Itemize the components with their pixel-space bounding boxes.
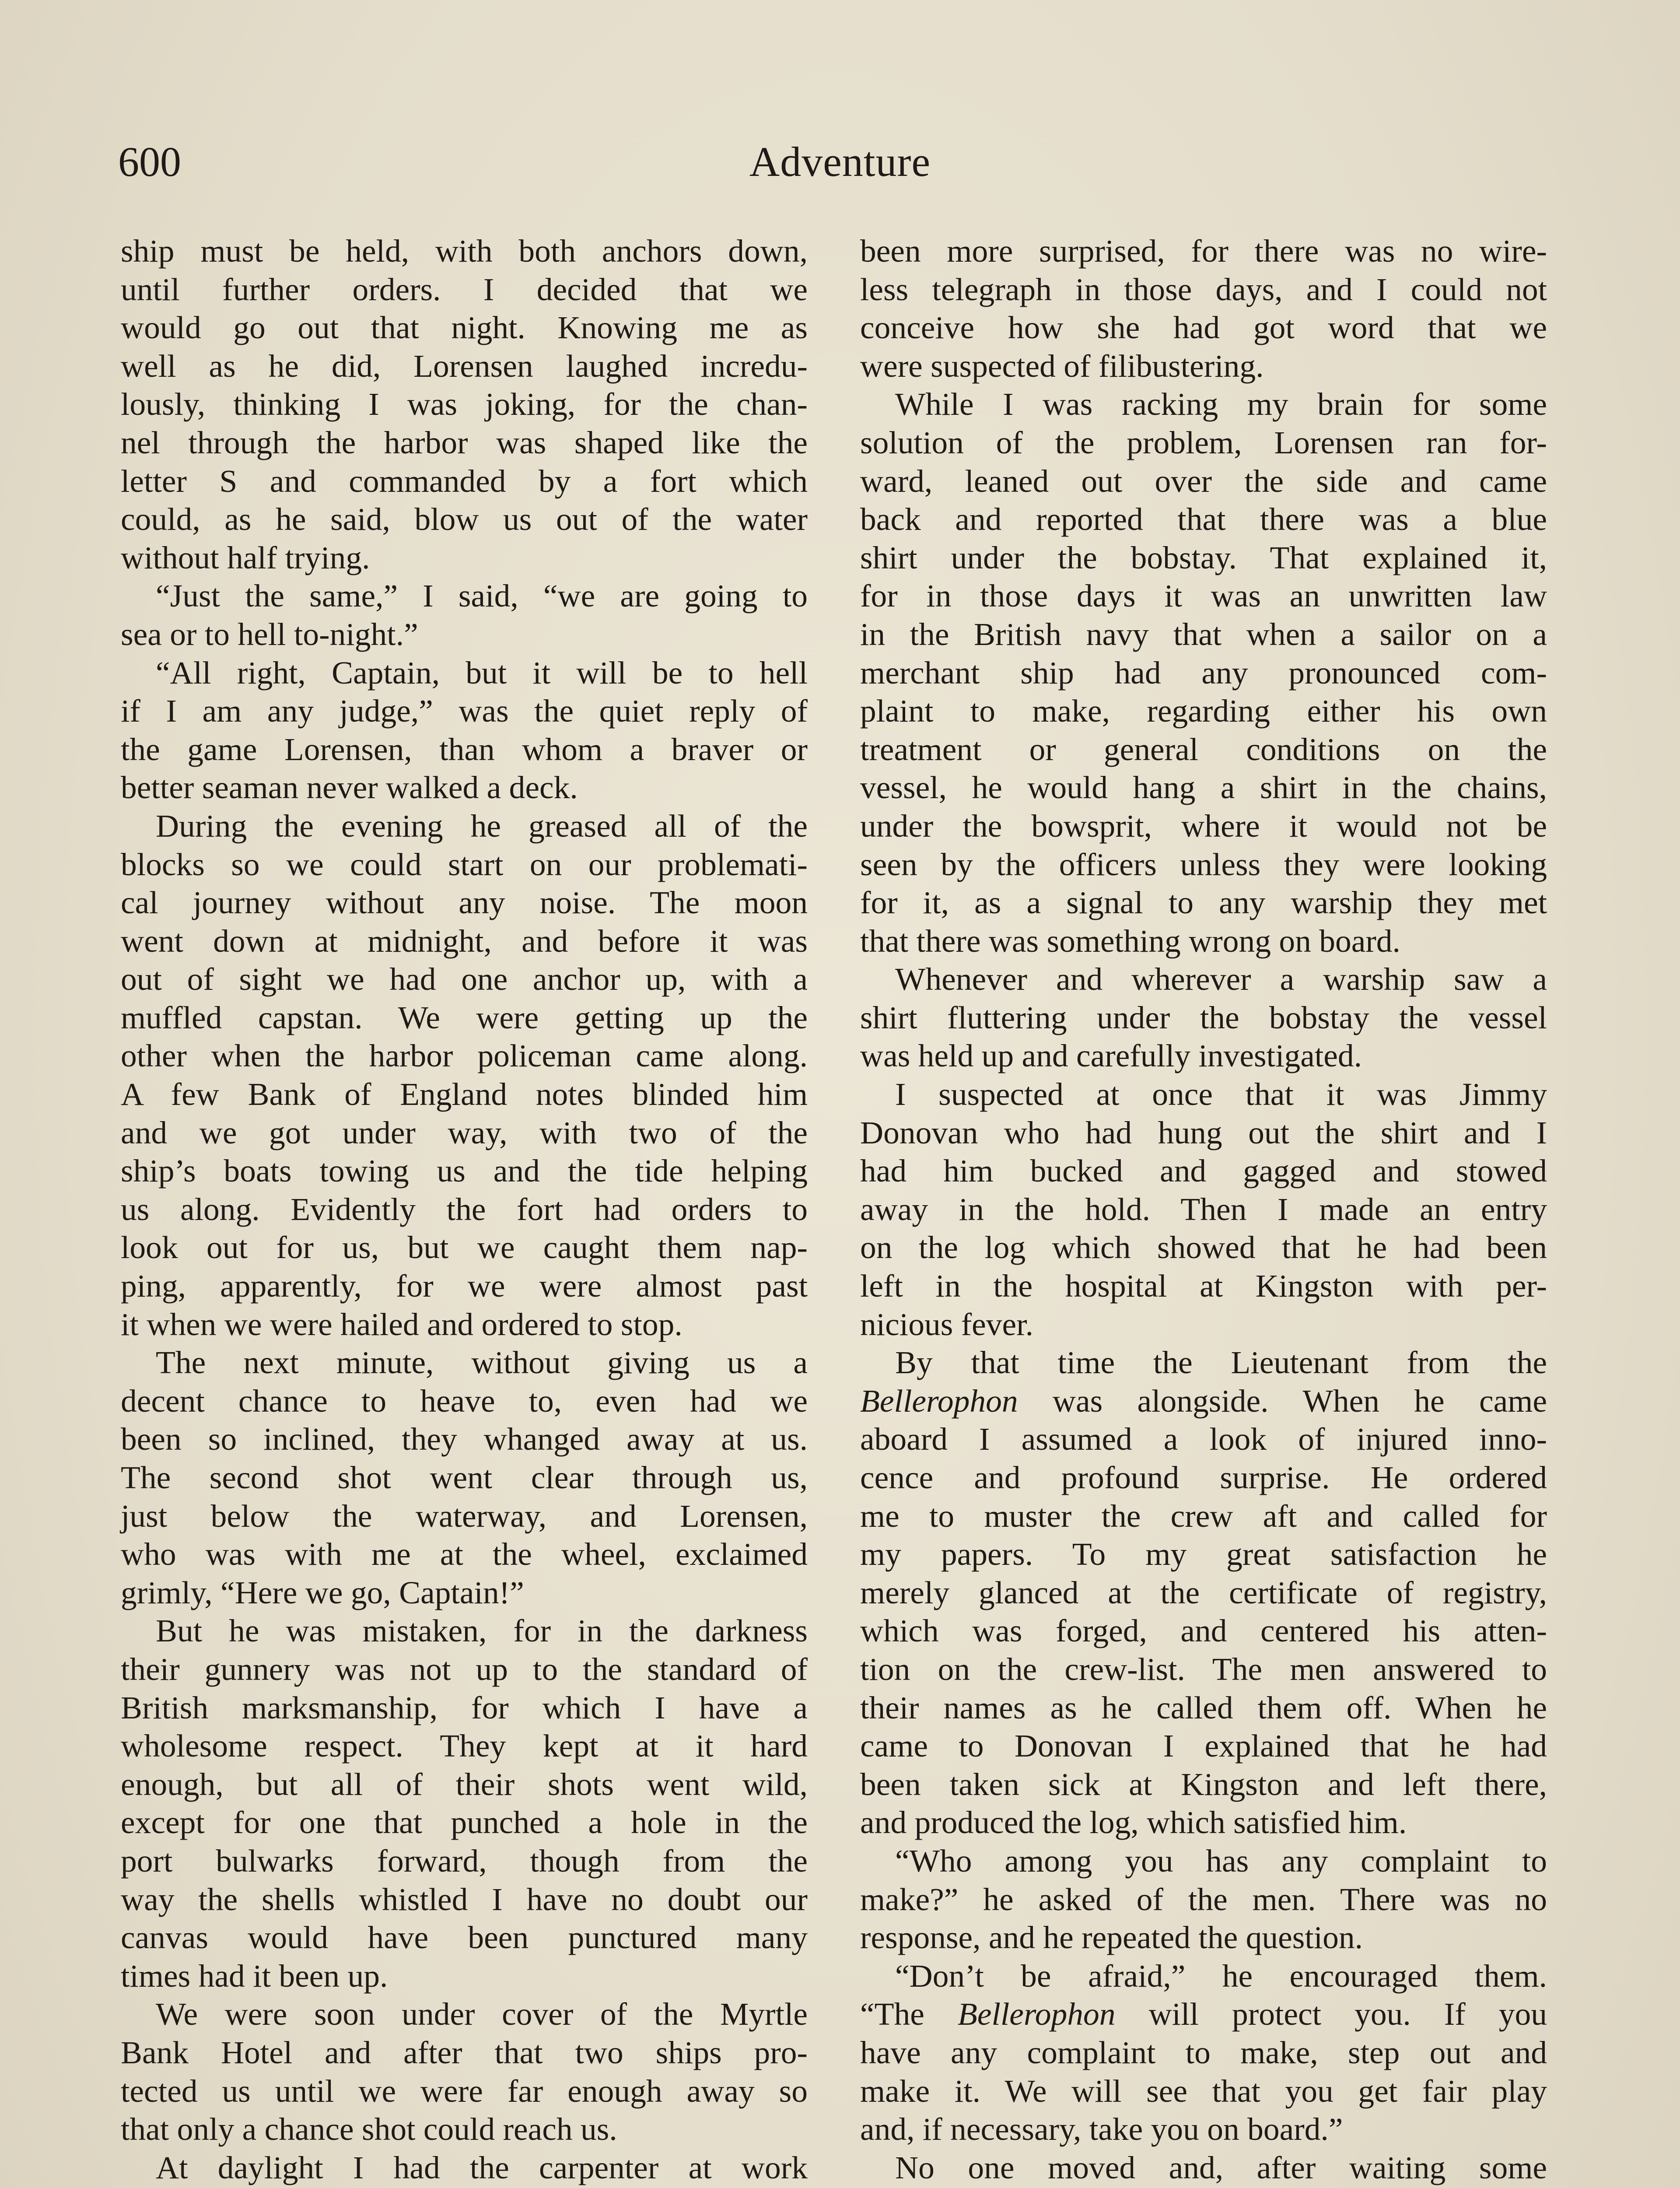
paragraph xyxy=(860,1957,1547,2149)
text-line: make?” he asked of the men. There was no xyxy=(860,1881,1547,1917)
right-text-column xyxy=(860,232,1547,2188)
text-line: enough, but all of their shots went wild, xyxy=(121,1766,808,1802)
text-line: plaint to make, regarding either his own xyxy=(860,693,1547,729)
text-line: While I was racking my brain for some xyxy=(895,386,1547,422)
text-line: had him bucked and gagged and stowed xyxy=(860,1153,1547,1189)
text-line: vessel, he would hang a shirt in the chains, xyxy=(860,770,1547,806)
text-line: I suspected at once that it was Jimmy xyxy=(895,1076,1547,1112)
text-line: shirt fluttering under the bobstay the vessel xyxy=(860,999,1547,1035)
page-number: 600 xyxy=(118,138,181,185)
paragraph xyxy=(121,1612,808,1995)
text-line: who was with me at the wheel, exclaimed xyxy=(121,1536,808,1572)
text-line: less telegraph in those days, and I could not xyxy=(860,271,1547,307)
text-line: blocks so we could start on our problemati- xyxy=(121,846,808,882)
text-line: if I am any judge,” was the quiet reply of xyxy=(121,693,808,729)
text-line: back and reported that there was a blue xyxy=(860,501,1547,537)
text-line: other when the harbor policeman came along. xyxy=(121,1038,808,1074)
text-line: their gunnery was not up to the standard of xyxy=(121,1651,808,1687)
paragraph xyxy=(860,1842,1547,1957)
text-line: The second shot went clear through us, xyxy=(121,1460,808,1495)
text-line: But he was mistaken, for in the darkness xyxy=(156,1613,808,1649)
text-line: treatment or general conditions on the xyxy=(860,731,1547,767)
text-line: that there was something wrong on board. xyxy=(860,923,1400,959)
text-line: By that time the Lieutenant from the xyxy=(895,1345,1547,1381)
text-line: and we got under way, with two of the xyxy=(121,1115,808,1150)
text-line: just below the waterway, and Lorensen, xyxy=(121,1498,808,1534)
paragraph xyxy=(121,807,808,1343)
text-line: have any complaint to make, step out and xyxy=(860,2034,1547,2070)
paragraph xyxy=(121,1343,808,1612)
text-line: for it, as a signal to any warship they met xyxy=(860,885,1547,921)
text-line: on the log which showed that he had been xyxy=(860,1230,1547,1266)
text-line: away in the hold. Then I made an entry xyxy=(860,1191,1547,1227)
text-line: been so inclined, they whanged away at us. xyxy=(121,1421,808,1457)
text-line: could, as he said, blow us out of the water xyxy=(121,501,808,537)
paragraph xyxy=(860,1075,1547,1343)
text-line: Bellerophon was alongside. When he came xyxy=(860,1383,1547,1419)
text-line: response, and he repeated the question. xyxy=(860,1920,1363,1956)
text-line: shirt under the bobstay. That explained it, xyxy=(860,540,1547,575)
paragraph xyxy=(121,577,808,653)
text-line: me to muster the crew aft and called for xyxy=(860,1498,1547,1534)
text-line: and produced the log, which satisfied him. xyxy=(860,1805,1407,1841)
text-line: in the British navy that when a sailor on a xyxy=(860,616,1547,652)
text-line: was held up and carefully investigated. xyxy=(860,1038,1362,1074)
text-line: conceive how she had got word that we xyxy=(860,310,1547,346)
text-line: We were soon under cover of the Myrtle xyxy=(156,1996,808,2032)
paragraph xyxy=(121,1995,808,2148)
paragraph xyxy=(860,960,1547,1075)
text-line: times had it been up. xyxy=(121,1958,388,1994)
text-line: sea or to hell to-night.” xyxy=(121,616,418,652)
text-line: muffled capstan. We were getting up the xyxy=(121,999,808,1035)
text-line: been more surprised, for there was no wire- xyxy=(860,233,1547,269)
text-line: cence and profound surprise. He ordered xyxy=(860,1460,1547,1495)
paragraph xyxy=(121,232,808,577)
text-line: nel through the harbor was shaped like the xyxy=(121,424,808,460)
text-line: “Who among you has any complaint to xyxy=(895,1843,1547,1879)
text-line: A few Bank of England notes blinded him xyxy=(121,1076,808,1112)
italic-ship-name: Bellerophon xyxy=(957,1996,1116,2032)
text-line: lously, thinking I was joking, for the chan- xyxy=(121,386,808,422)
page-header xyxy=(118,131,1562,193)
text-line: ship’s boats towing us and the tide helping xyxy=(121,1153,808,1189)
text-line: look out for us, but we caught them nap- xyxy=(121,1230,808,1266)
text-line: port bulwarks forward, though from the xyxy=(121,1843,808,1879)
text-line: for in those days it was an unwritten law xyxy=(860,578,1547,614)
text-line: went down at midnight, and before it was xyxy=(121,923,808,959)
text-line: well as he did, Lorensen laughed incredu- xyxy=(121,348,808,384)
text-line: canvas would have been punctured many xyxy=(121,1920,808,1956)
text-line: At daylight I had the carpenter at work xyxy=(156,2149,808,2185)
text-line: out of sight we had one anchor up, with a xyxy=(121,961,808,997)
text-line: make it. We will see that you get fair play xyxy=(860,2073,1547,2109)
text-line: seen by the officers unless they were looking xyxy=(860,846,1547,882)
text-line: During the evening he greased all of the xyxy=(156,808,808,844)
text-line: without half trying. xyxy=(121,540,370,575)
text-line: ship must be held, with both anchors down, xyxy=(121,233,808,269)
text-line: grimly, “Here we go, Captain!” xyxy=(121,1574,524,1610)
text-line: solution of the problem, Lorensen ran for- xyxy=(860,424,1547,460)
text-line: their names as he called them off. When he xyxy=(860,1690,1547,1725)
text-line: The next minute, without giving us a xyxy=(156,1345,808,1381)
paragraph xyxy=(860,232,1547,385)
text-line: it when we were hailed and ordered to stop. xyxy=(121,1306,682,1342)
paragraph xyxy=(860,385,1547,960)
text-line: until further orders. I decided that we xyxy=(121,271,808,307)
italic-ship-name: Bellerophon xyxy=(860,1383,1018,1419)
text-line: Bank Hotel and after that two ships pro- xyxy=(121,2034,808,2070)
text-line: tion on the crew-list. The men answered to xyxy=(860,1651,1547,1687)
text-line: ping, apparently, for we were almost past xyxy=(121,1268,808,1304)
text-line: way the shells whistled I have no doubt our xyxy=(121,1881,808,1917)
text-line: would go out that night. Knowing me as xyxy=(121,310,808,346)
text-line: Donovan who had hung out the shirt and I xyxy=(860,1115,1547,1150)
text-line: came to Donovan I explained that he had xyxy=(860,1728,1547,1764)
text-line: letter S and commanded by a fort which xyxy=(121,463,808,499)
text-line: Whenever and wherever a warship saw a xyxy=(895,961,1547,997)
text-line: better seaman never walked a deck. xyxy=(121,770,578,806)
text-line: were suspected of filibustering. xyxy=(860,348,1264,384)
text-line: which was forged, and centered his atten- xyxy=(860,1613,1547,1649)
text-line: “All right, Captain, but it will be to hell xyxy=(156,655,808,691)
text-line: cal journey without any noise. The moon xyxy=(121,885,808,921)
text-line: under the bowsprit, where it would not be xyxy=(860,808,1547,844)
text-line: the game Lorensen, than whom a braver or xyxy=(121,731,808,767)
text-line: left in the hospital at Kingston with per- xyxy=(860,1268,1547,1304)
text-line: decent chance to heave to, even had we xyxy=(121,1383,808,1419)
text-line: British marksmanship, for which I have a xyxy=(121,1690,808,1725)
text-line: “Just the same,” I said, “we are going to xyxy=(156,578,808,614)
text-line: aboard I assumed a look of injured inno- xyxy=(860,1421,1547,1457)
text-line: merely glanced at the certificate of registry, xyxy=(860,1574,1547,1610)
paragraph xyxy=(860,2149,1547,2188)
text-line: tected us until we were far enough away so xyxy=(121,2073,808,2109)
text-line: my papers. To my great satisfaction he xyxy=(860,1536,1547,1572)
text-line: wholesome respect. They kept at it hard xyxy=(121,1728,808,1764)
text-line: nicious fever. xyxy=(860,1306,1033,1342)
paragraph xyxy=(860,1343,1547,1842)
text-line: “The Bellerophon will protect you. If you xyxy=(860,1996,1547,2032)
magazine-title: Adventure xyxy=(749,138,931,185)
text-line: No one moved and, after waiting some xyxy=(895,2149,1547,2185)
left-text-column xyxy=(121,232,808,2188)
text-line: merchant ship had any pronounced com- xyxy=(860,655,1547,691)
text-line: and, if necessary, take you on board.” xyxy=(860,2111,1343,2147)
text-line: been taken sick at Kingston and left there, xyxy=(860,1766,1547,1802)
text-line: ward, leaned out over the side and came xyxy=(860,463,1547,499)
text-line: us along. Evidently the fort had orders to xyxy=(121,1191,808,1227)
paragraph xyxy=(121,2149,808,2188)
text-line: “Don’t be afraid,” he encouraged them. xyxy=(895,1958,1547,1994)
paragraph xyxy=(121,654,808,807)
text-line: except for one that punched a hole in the xyxy=(121,1805,808,1841)
text-line: that only a chance shot could reach us. xyxy=(121,2111,617,2147)
